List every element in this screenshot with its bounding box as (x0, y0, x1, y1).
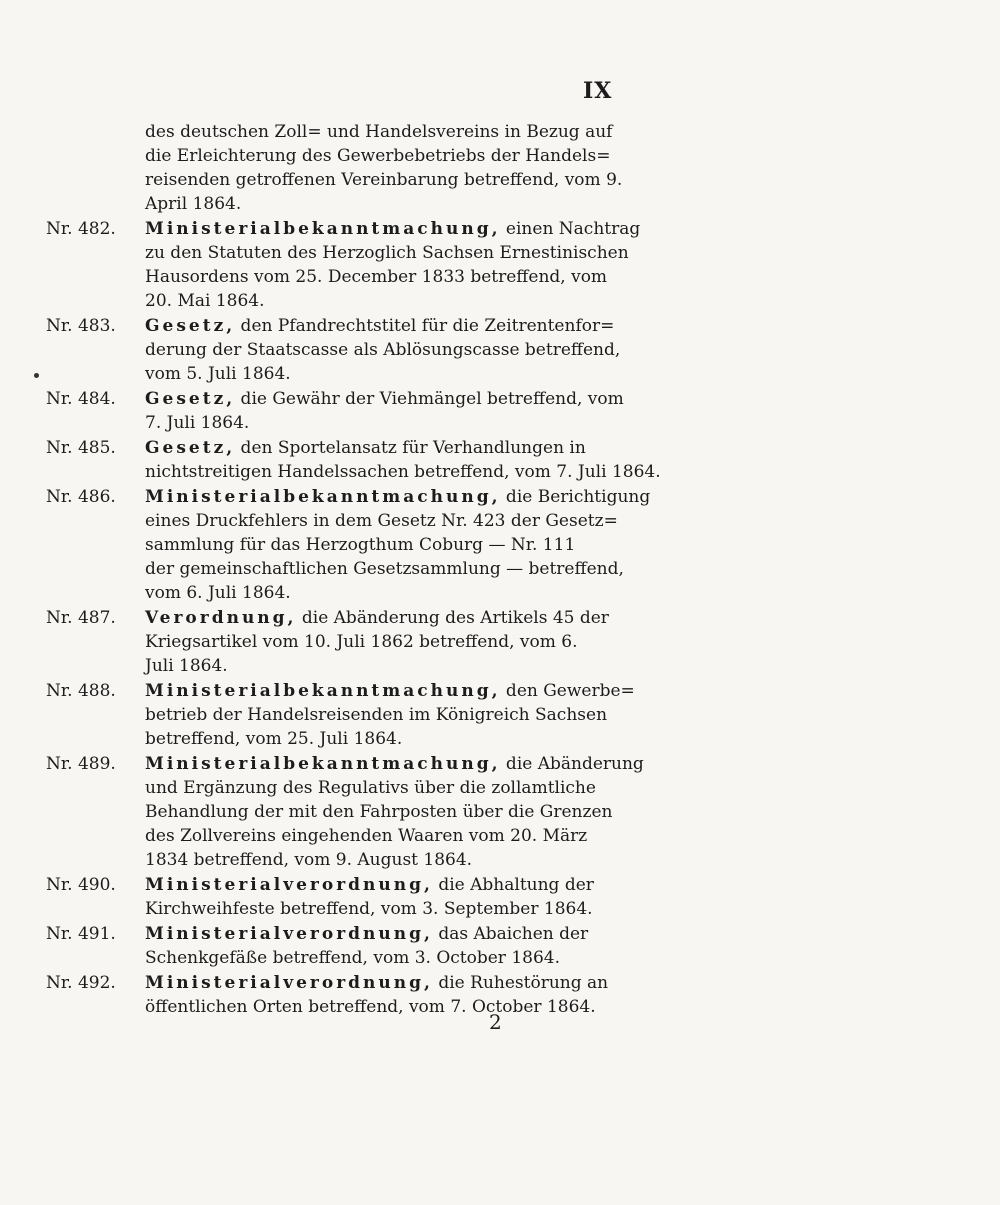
entry-number: Nr. 490. (46, 875, 116, 895)
entry-number: Nr. 484. (46, 389, 116, 409)
entry-line: Kirchweihfeste betreffend, vom 3. September 1864. (145, 899, 593, 919)
entry-number: Nr. 492. (46, 973, 116, 993)
entry-line: Behandlung der mit den Fahrposten über die Grenzen (145, 802, 613, 822)
entry-number: Nr. 485. (46, 438, 116, 458)
entry-line-text: den Sportelansatz für Verhandlungen in (235, 438, 586, 458)
entry-line: Juli 1864. (145, 656, 228, 676)
entry-line-text: das Abaichen der (432, 924, 589, 944)
entry-line (145, 606, 620, 630)
entry-line: vom 5. Juli 1864. (145, 364, 291, 384)
entry-line-text: die Abänderung des Artikels 45 der (296, 608, 609, 628)
entry-number: Nr. 483. (46, 316, 116, 336)
entry-line-text: die Ruhestörung an (432, 973, 609, 993)
entry-item (40, 679, 635, 751)
entry-line (145, 217, 641, 241)
entry-line-text: den Gewerbe= (500, 681, 635, 701)
entry-text (145, 971, 620, 1019)
entry-text (145, 922, 620, 970)
entry-item (40, 314, 620, 386)
entry-text (145, 314, 620, 386)
entry-text (145, 387, 624, 435)
entry-line: des deutschen Zoll= und Handelsvereins in Bezug auf (145, 122, 613, 142)
entry-line (145, 485, 651, 509)
entry-line: 7. Juli 1864. (145, 413, 250, 433)
entry-kind: Gesetz, (145, 316, 236, 336)
ink-speck (34, 373, 39, 378)
entry-kind: Ministerialbekanntmachung, (145, 219, 501, 239)
entry-text (145, 217, 641, 313)
entry-item (40, 752, 644, 872)
entry-line: eines Druckfehlers in dem Gesetz Nr. 423 der Gesetz= (145, 511, 618, 531)
entry-line (145, 752, 644, 776)
entry-kind: Ministerialbekanntmachung, (145, 487, 501, 507)
entry-line: nichtstreitigen Handelssachen betreffend, vom 7. Juli 1864. (145, 462, 661, 482)
entry-line (145, 971, 620, 995)
entry-line (145, 314, 620, 338)
printer-signature: 2 (489, 1010, 502, 1034)
entry-line: Schenkgefäße betreffend, vom 3. October 1864. (145, 948, 561, 968)
entry-text (145, 120, 623, 216)
entry-number: Nr. 489. (46, 754, 116, 774)
entry-line: 20. Mai 1864. (145, 291, 265, 311)
entry-line: betreffend, vom 25. Juli 1864. (145, 729, 403, 749)
entry-line: Hausordens vom 25. December 1833 betreffend, vom (145, 267, 608, 287)
entry-line (145, 679, 635, 703)
entry-kind: Ministerialbekanntmachung, (145, 681, 501, 701)
entry-line-text: den Pfandrechtstitel für die Zeitrentenfor= (235, 316, 615, 336)
entry-line (145, 873, 620, 897)
entry-line: Kriegsartikel vom 10. Juli 1862 betreffend, vom 6. (145, 632, 578, 652)
entry-item (40, 387, 624, 435)
entry-line: reisenden getroffenen Vereinbarung betreffend, vom 9. (145, 170, 623, 190)
entry-line: die Erleichterung des Gewerbebetriebs der Handels= (145, 146, 611, 166)
entry-item (40, 436, 661, 484)
entry-text (145, 485, 651, 605)
entry-line: öffentlichen Orten betreffend, vom 7. October 1864. (145, 997, 596, 1017)
page-number: IX (583, 78, 613, 104)
entry-item (40, 120, 623, 216)
entry-text (145, 873, 620, 921)
entry-item (40, 217, 641, 313)
entry-item (40, 971, 620, 1019)
entry-item (40, 485, 651, 605)
entry-kind: Ministerialverordnung, (145, 973, 433, 993)
entry-kind: Gesetz, (145, 389, 236, 409)
entry-number: Nr. 482. (46, 219, 116, 239)
entry-kind: Ministerialverordnung, (145, 924, 433, 944)
entry-number: Nr. 491. (46, 924, 116, 944)
entry-text (145, 679, 635, 751)
entry-line: zu den Statuten des Herzoglich Sachsen Ernestinischen (145, 243, 629, 263)
entry-number: Nr. 487. (46, 608, 116, 628)
entry-number: Nr. 488. (46, 681, 116, 701)
entry-line: der gemeinschaftlichen Gesetzsammlung — betreffend, (145, 559, 624, 579)
entry-list (40, 120, 661, 1020)
entry-line-text: die Abhaltung der (432, 875, 594, 895)
entry-line (145, 436, 620, 460)
entry-item (40, 873, 620, 921)
entry-item (40, 922, 620, 970)
entry-kind: Ministerialverordnung, (145, 875, 433, 895)
entry-line: 1834 betreffend, vom 9. August 1864. (145, 850, 473, 870)
entry-line: April 1864. (145, 194, 242, 214)
entry-line (145, 922, 620, 946)
entry-kind: Verordnung, (145, 608, 297, 628)
entry-line-text: die Berichtigung (500, 487, 651, 507)
entry-line: betrieb der Handelsreisenden im Königreich Sachsen (145, 705, 608, 725)
entry-line-text: die Abänderung (500, 754, 644, 774)
entry-line (145, 387, 624, 411)
entry-number: Nr. 486. (46, 487, 116, 507)
entry-kind: Ministerialbekanntmachung, (145, 754, 501, 774)
entry-item (40, 606, 620, 678)
entry-line-text: einen Nachtrag (500, 219, 641, 239)
entry-kind: Gesetz, (145, 438, 236, 458)
entry-line: und Ergänzung des Regulativs über die zollamtliche (145, 778, 596, 798)
entry-line: derung der Staatscasse als Ablösungscasse betreffend, (145, 340, 621, 360)
entry-line: sammlung für das Herzogthum Coburg — Nr. 111 (145, 535, 576, 555)
entry-text (145, 752, 644, 872)
entry-line: des Zollvereins eingehenden Waaren vom 20. März (145, 826, 588, 846)
entry-line-text: die Gewähr der Viehmängel betreffend, vom (235, 389, 624, 409)
entry-line: vom 6. Juli 1864. (145, 583, 291, 603)
entry-text (145, 606, 620, 678)
entry-text (145, 436, 661, 484)
